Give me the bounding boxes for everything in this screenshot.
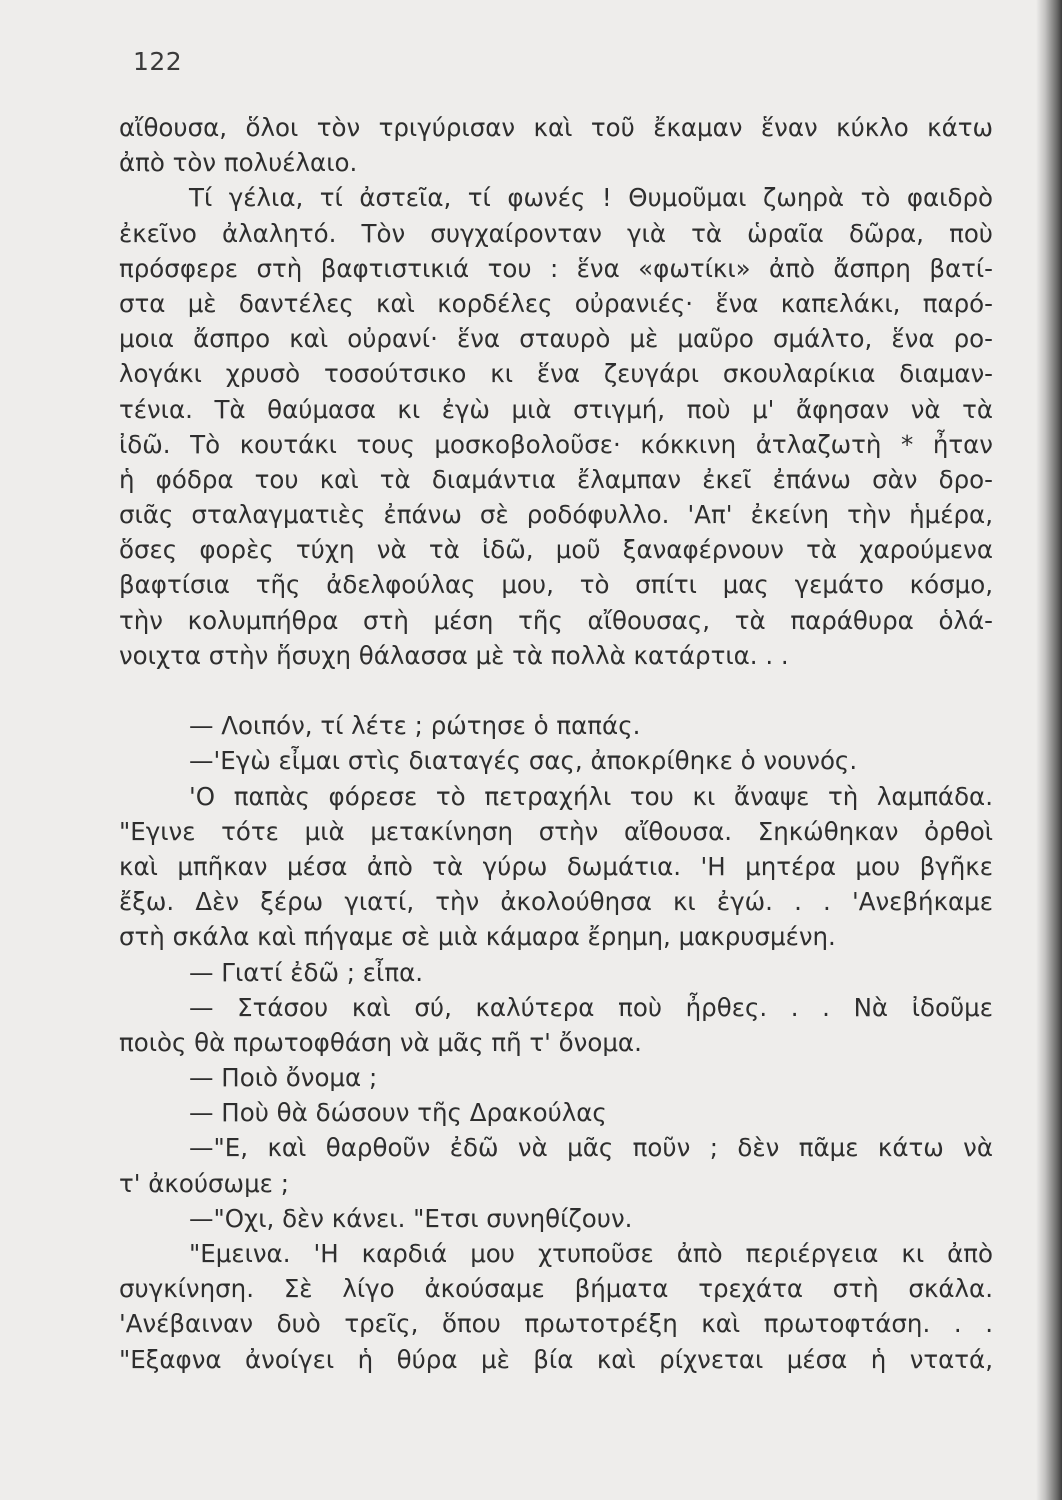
text-line: "Εγινε τότε μιὰ μετακίνηση στὴν αἴθουσα. Σηκώθηκαν ὀρθοὶ bbox=[119, 816, 993, 846]
text-line: 'Ανέβαιναν δυὸ τρεῖς, ὅπου πρωτοτρέξη καὶ πρωτοφτάση. . . bbox=[119, 1309, 993, 1339]
text-line: τὴν κολυμπήθρα στὴ μέση τῆς αἴθουσας, τὰ παράθυρα ὁλά- bbox=[119, 605, 993, 635]
text-line: ἰδῶ. Τὸ κουτάκι τους μοσκοβολοῦσε· κόκκινη ἀτλαζωτὴ * ἦταν bbox=[119, 429, 993, 459]
text-line: βαφτίσια τῆς ἀδελφούλας μου, τὸ σπίτι μας γεμάτο κόσμο, bbox=[119, 570, 993, 600]
book-spine-shadow bbox=[1036, 0, 1062, 1500]
text-line: συγκίνηση. Σὲ λίγο ἀκούσαμε βήματα τρεχάτα στὴ σκάλα. bbox=[119, 1274, 993, 1304]
text-line: Τί γέλια, τί ἀστεῖα, τί φωνές ! Θυμοῦμαι ζωηρὰ τὸ φαιδρὸ bbox=[189, 183, 993, 213]
text-line: "Εμεινα. 'Η καρδιά μου χτυποῦσε ἀπὸ περιέργεια κι ἀπὸ bbox=[189, 1239, 993, 1268]
text-line: —'Εγὼ εἶμαι στὶς διαταγές σας, ἀποκρίθηκε ὁ νουνός. bbox=[189, 746, 858, 776]
text-line: —"Οχι, δὲν κάνει. "Ετσι συνηθίζουν. bbox=[189, 1203, 633, 1233]
blank-line bbox=[119, 673, 993, 708]
text-line: καὶ μπῆκαν μέσα ἀπὸ τὰ γύρω δωμάτια. 'Η μητέρα μου βγῆκε bbox=[119, 851, 993, 881]
text-line: μοια ἄσπρο καὶ οὐρανί· ἕνα σταυρὸ μὲ μαῦρο σμάλτο, ἕνα ρο- bbox=[119, 324, 993, 354]
text-line: τένια. Τὰ θαύμασα κι ἐγὼ μιὰ στιγμή, ποὺ μ' ἄφησαν νὰ τὰ bbox=[119, 394, 993, 424]
text-line: —"Ε, καὶ θαρθοῦν ἐδῶ νὰ μᾶς ποῦν ; δὲν πᾶμε κάτω νὰ bbox=[189, 1133, 993, 1163]
text-line: τ' ἀκούσωμε ; bbox=[119, 1168, 289, 1198]
text-line: ἔξω. Δὲν ξέρω γιατί, τὴν ἀκολούθησα κι ἐγώ. . . 'Ανεβήκαμε bbox=[119, 887, 993, 917]
text-line: στα μὲ δαντέλες καὶ κορδέλες οὐρανιές· ἕνα καπελάκι, παρό- bbox=[119, 288, 993, 318]
text-line: ὅσες φορὲς τύχη νὰ τὰ ἰδῶ, μοῦ ξαναφέρνουν τὰ χαρούμενα bbox=[119, 535, 993, 565]
page-number: 122 bbox=[133, 47, 183, 76]
text-line: — Στάσου καὶ σύ, καλύτερα ποὺ ἦρθες. . . Νὰ ἰδοῦμε bbox=[189, 992, 993, 1022]
text-line: πρόσφερε στὴ βαφτιστικιά του : ἕνα «φωτίκι» ἀπὸ ἄσπρη βατί- bbox=[119, 253, 993, 283]
text-line: — Ποὺ θὰ δώσουν τῆς Δρακούλας bbox=[189, 1098, 607, 1128]
text-line: ἀπὸ τὸν πολυέλαιο. bbox=[119, 148, 358, 178]
text-line: ποιὸς θὰ πρωτοφθάση νὰ μᾶς πῆ τ' ὄνομα. bbox=[119, 1027, 642, 1057]
text-line: "Εξαφνα ἀνοίγει ἡ θύρα μὲ βία καὶ ρίχνεται μέσα ἡ ντατά, bbox=[119, 1344, 993, 1374]
text-line: — Ποιὸ ὄνομα ; bbox=[189, 1063, 378, 1093]
text-line: αἴθουσα, ὅλοι τὸν τριγύρισαν καὶ τοῦ ἔκαμαν ἕναν κύκλο κάτω bbox=[119, 113, 993, 142]
text-line: σιᾶς σταλαγματιὲς ἐπάνω σὲ ροδόφυλλο. 'Απ' ἐκείνη τὴν ἡμέρα, bbox=[119, 500, 993, 530]
text-line: ἡ φόδρα του καὶ τὰ διαμάντια ἔλαμπαν ἐκεῖ ἐπάνω σὰν δρο- bbox=[119, 464, 993, 494]
text-line: ἐκεῖνο ἀλαλητό. Τὸν συγχαίρονταν γιὰ τὰ ὡραῖα δῶρα, ποὺ bbox=[119, 218, 993, 248]
text-line: — Γιατί ἐδῶ ; εἶπα. bbox=[189, 957, 424, 987]
text-line: 'Ο παπὰς φόρεσε τὸ πετραχήλι του κι ἄναψε τὴ λαμπάδα. bbox=[189, 781, 993, 811]
text-line: στὴ σκάλα καὶ πήγαμε σὲ μιὰ κάμαρα ἔρημη, μακρυσμένη. bbox=[119, 922, 836, 952]
text-line: λογάκι χρυσὸ τοσούτσικο κι ἕνα ζευγάρι σκουλαρίκια διαμαν- bbox=[119, 359, 993, 389]
text-line: νοιχτα στὴν ἥσυχη θάλασσα μὲ τὰ πολλὰ κατάρτια. . . bbox=[119, 640, 789, 670]
body-text bbox=[119, 110, 993, 1377]
text-line: — Λοιπόν, τί λέτε ; ρώτησε ὁ παπάς. bbox=[189, 711, 641, 741]
